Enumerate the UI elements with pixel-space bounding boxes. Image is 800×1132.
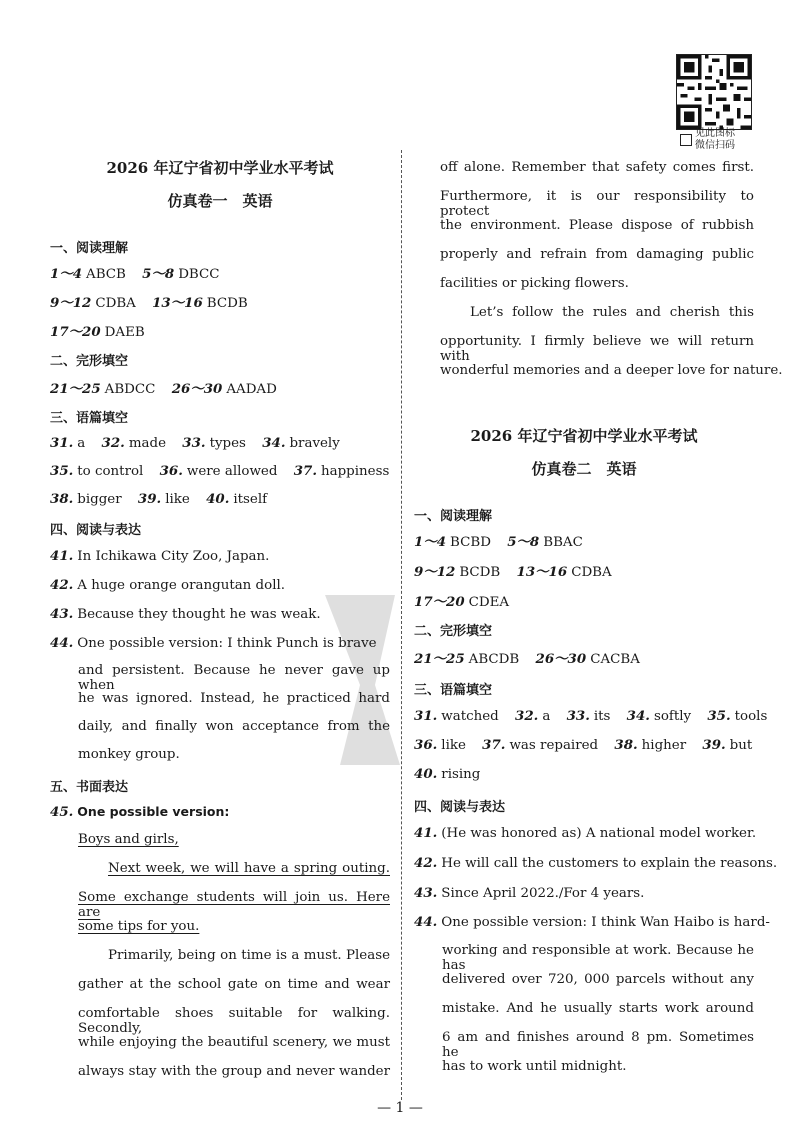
answer-44-line: has to work until midnight. <box>442 1059 627 1074</box>
essay-line: comfortable shoes suitable for walking. Secondly, <box>78 1006 390 1036</box>
qr-code-icon <box>676 54 752 130</box>
answer-row: 35. to control 36. were allowed 37. happiness <box>50 463 390 479</box>
answer-44-line: delivered over 720, 000 parcels without any <box>442 972 754 987</box>
answer-row: 38. bigger 39. like 40. itself <box>50 491 268 507</box>
answer-row: 17～20 DAEB <box>50 324 145 340</box>
exam-subtitle-1: 仿真卷一 英语 <box>167 192 273 210</box>
section-reading: 一、阅读理解 <box>414 509 493 524</box>
answer-42: 42. A huge orange orangutan doll. <box>50 577 286 593</box>
answer-row: 31. a 32. made 33. types 34. bravely <box>50 435 340 451</box>
answer-44-line: working and responsible at work. Because he has <box>442 943 754 973</box>
answer-42: 42. He will call the customers to explain the reasons. <box>414 855 778 871</box>
answer-row: 21～25 ABCDB 26～30 CACBA <box>414 651 640 667</box>
essay-line: gather at the school gate on time and wear <box>78 977 390 992</box>
section-cloze: 二、完形填空 <box>50 354 129 369</box>
column-divider <box>401 150 402 1100</box>
essay-line: Next week, we will have a spring outing. <box>108 861 390 876</box>
essay-line: Let’s follow the rules and cherish this <box>470 305 754 320</box>
answer-44-line: and persistent. Because he never gave up when <box>78 663 390 693</box>
essay-line: some tips for you. <box>78 919 200 934</box>
answer-44: 44. One possible version: I think Wan Haibo is hard- <box>414 914 770 930</box>
section-reading-expression: 四、阅读与表达 <box>50 523 142 538</box>
essay-line: properly and refrain from damaging public <box>440 247 754 262</box>
essay-line: Primarily, being on time is a must. Please <box>108 948 390 963</box>
section-writing: 五、书面表达 <box>50 780 129 795</box>
answer-row: 21～25 ABDCC 26～30 AADAD <box>50 381 277 397</box>
exam-title-1: 2026 年辽宁省初中学业水平考试 <box>106 159 334 177</box>
essay-line: off alone. Remember that safety comes first. <box>440 160 754 175</box>
answer-44-line: he was ignored. Instead, he practiced hard <box>78 691 390 706</box>
answer-row: 36. like 37. was repaired 38. higher 39. but <box>414 737 753 753</box>
essay-line: Furthermore, it is our responsibility to protect <box>440 189 754 219</box>
answer-44-line: daily, and finally won acceptance from the <box>78 719 390 734</box>
answer-44-line: mistake. And he usually starts work around <box>442 1001 754 1016</box>
essay-line: always stay with the group and never wander <box>78 1064 390 1079</box>
answer-44-line: 6 am and finishes around 8 pm. Sometimes he <box>442 1030 754 1060</box>
answer-43: 43. Because they thought he was weak. <box>50 606 321 622</box>
essay-line: the environment. Please dispose of rubbish <box>440 218 754 233</box>
wechat-scan-icon <box>680 134 692 146</box>
qr-caption-text: 见此图标 微信扫码 <box>695 128 735 151</box>
essay-greeting: Boys and girls, <box>78 832 179 847</box>
answer-44: 44. One possible version: I think Punch is brave <box>50 635 377 651</box>
section-fill-in: 三、语篇填空 <box>50 411 129 426</box>
answer-41: 41. In Ichikawa City Zoo, Japan. <box>50 548 270 564</box>
section-reading: 一、阅读理解 <box>50 241 129 256</box>
answer-row: 17～20 CDEA <box>414 594 510 610</box>
answer-45: 45. One possible version: <box>50 804 230 820</box>
exam-title-2: 2026 年辽宁省初中学业水平考试 <box>470 427 698 445</box>
answer-43: 43. Since April 2022./For 4 years. <box>414 885 645 901</box>
answer-row: 1～4 ABCB 5～8 DBCC <box>50 266 220 282</box>
section-fill-in: 三、语篇填空 <box>414 683 493 698</box>
answer-44-line: monkey group. <box>78 747 180 762</box>
essay-line: while enjoying the beautiful scenery, we must <box>78 1035 390 1050</box>
qr-caption <box>680 128 760 152</box>
answer-row: 1～4 BCBD 5～8 BBAC <box>414 534 583 550</box>
answer-row: 31. watched 32. a 33. its 34. softly 35. tools <box>414 708 768 724</box>
page-number: — 1 — <box>377 1100 423 1116</box>
answer-row: 40. rising <box>414 766 481 782</box>
essay-line: facilities or picking flowers. <box>440 276 629 291</box>
essay-line: Some exchange students will join us. Here are <box>78 890 390 920</box>
essay-line: wonderful memories and a deeper love for nature. <box>440 363 783 378</box>
exam-subtitle-2: 仿真卷二 英语 <box>531 460 637 478</box>
answer-row: 9～12 BCDB 13～16 CDBA <box>414 564 612 580</box>
answer-row: 9～12 CDBA 13～16 BCDB <box>50 295 248 311</box>
answer-41: 41. (He was honored as) A national model worker. <box>414 825 757 841</box>
section-reading-expression: 四、阅读与表达 <box>414 800 506 815</box>
section-cloze: 二、完形填空 <box>414 624 493 639</box>
essay-line: opportunity. I firmly believe we will return with <box>440 334 754 364</box>
